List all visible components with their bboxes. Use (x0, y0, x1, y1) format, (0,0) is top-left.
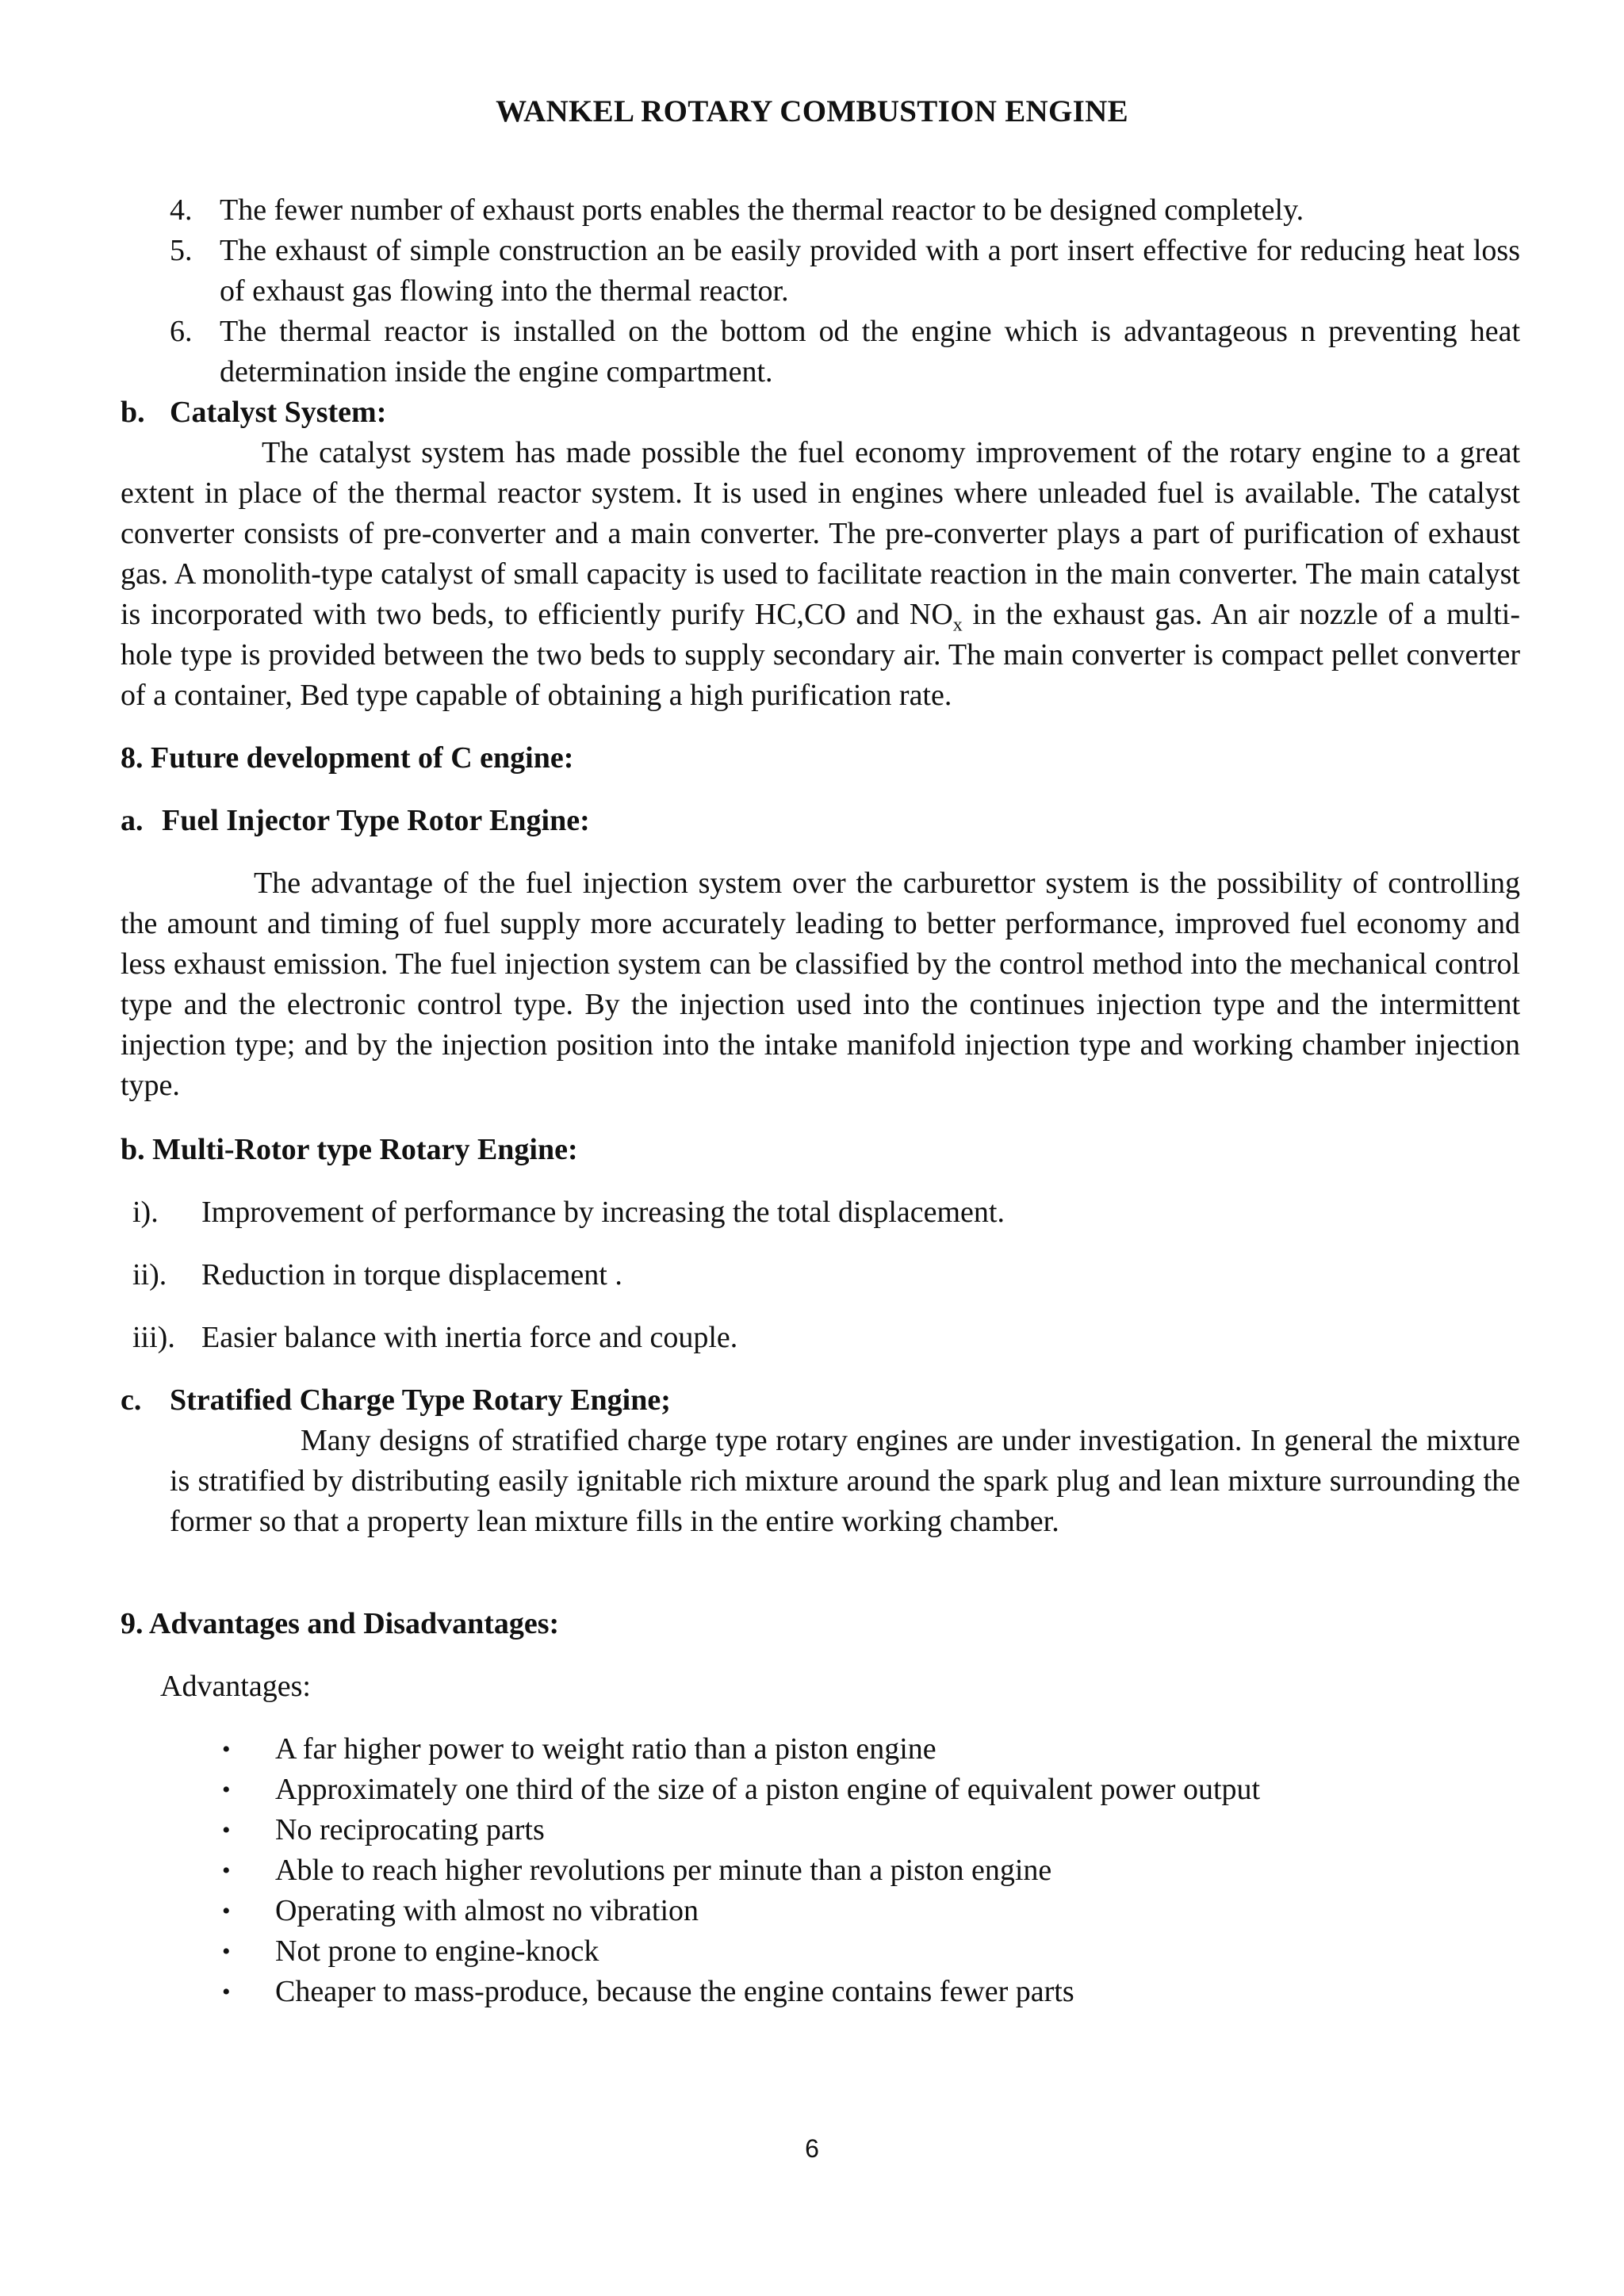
multi-rotor-list (121, 1192, 1520, 1358)
list-item-text: A far higher power to weight ratio than a piston engine (275, 1732, 936, 1766)
list-item-marker: i). (132, 1196, 159, 1229)
list-item-text: Operating with almost no vibration (275, 1894, 699, 1927)
list-item (121, 1891, 1520, 1931)
bullet-icon: • (222, 1736, 231, 1762)
catalyst-heading (121, 392, 1520, 433)
list-item-text: The thermal reactor is installed on the bottom od the engine which is advantageous n preventing heat determination inside the engine compartment. (220, 315, 1520, 388)
advantages-label: Advantages: (160, 1670, 311, 1703)
list-item (121, 1931, 1520, 1972)
catalyst-subscript: x (952, 614, 963, 636)
stratified-heading-label: c. (121, 1383, 142, 1417)
bullet-icon: • (222, 1898, 231, 1924)
list-item (121, 1770, 1520, 1810)
list-item-text: No reciprocating parts (275, 1813, 545, 1846)
fuel-injector-paragraph: The advantage of the fuel injection system over the carburettor system is the possibility of controlling the amount and timing of fuel supply more accurately leading to better performance, improved fuel economy and less exhaust emission. The fuel injection system can be classified by the control method into the mechanical control type and the electronic control type. By the injection used into the continues injection type and the intermittent injection type; and by the injection position into the intake manifold injection type and working chamber injection type. (121, 867, 1520, 1102)
fuel-injector-heading-text: Fuel Injector Type Rotor Engine: (162, 804, 590, 837)
catalyst-heading-text: Catalyst System: (170, 396, 387, 429)
list-item-text: Not prone to engine-knock (275, 1934, 599, 1968)
stratified-heading-text: Stratified Charge Type Rotary Engine; (170, 1383, 671, 1417)
list-item-marker: 5. (170, 234, 193, 267)
section-9-heading: 9. Advantages and Disadvantages: (121, 1607, 560, 1640)
list-item-text: Improvement of performance by increasing the total displacement. (201, 1196, 1005, 1229)
list-item (121, 1318, 1520, 1358)
list-item (121, 190, 1520, 231)
bullet-icon: • (222, 1979, 231, 2005)
bullet-icon: • (222, 1817, 231, 1843)
catalyst-paragraph (121, 433, 1520, 716)
page-header-title: WANKEL ROTARY COMBUSTION ENGINE (496, 94, 1128, 128)
catalyst-body-part2: in the exhaust gas. An air nozzle of a multi-hole type is provided between the two beds to supply secondary air. The main converter is compact pellet converter of a container, Bed type capable of obtaining a high purification rate. (121, 598, 1520, 712)
catalyst-heading-label: b. (121, 396, 145, 429)
list-item-text: The exhaust of simple construction an be easily provided with a port insert effective for reducing heat loss of exhaust gas flowing into the thermal reactor. (220, 234, 1520, 308)
bullet-icon: • (222, 1858, 231, 1884)
fuel-injector-heading (121, 801, 1520, 841)
multi-rotor-heading: b. Multi-Rotor type Rotary Engine: (121, 1133, 578, 1166)
bullet-icon: • (222, 1938, 231, 1965)
list-item-text: Reduction in torque displacement . (201, 1258, 622, 1292)
list-item (121, 1850, 1520, 1891)
list-item (121, 312, 1520, 392)
list-item-text: Approximately one third of the size of a piston engine of equivalent power output (275, 1773, 1261, 1806)
list-item-marker: 6. (170, 315, 193, 348)
list-item-marker: iii). (132, 1321, 175, 1354)
stratified-paragraph: Many designs of stratified charge type rotary engines are under investigation. In general the mixture is stratified by distributing easily ignitable rich mixture around the spark plug and lean mixture surrounding the former so that a property lean mixture fills in the entire working chamber. (170, 1424, 1520, 1538)
list-item (121, 231, 1520, 312)
list-item (121, 1729, 1520, 1770)
fuel-injector-heading-label: a. (121, 804, 144, 837)
list-item (121, 1972, 1520, 2012)
bullet-icon: • (222, 1777, 231, 1803)
page-number: 6 (805, 2134, 819, 2163)
list-item-text: Easier balance with inertia force and couple. (201, 1321, 738, 1354)
list-item-marker: 4. (170, 193, 193, 227)
list-item-text: The fewer number of exhaust ports enables the thermal reactor to be designed completely. (220, 193, 1304, 227)
list-item-marker: ii). (132, 1258, 167, 1292)
section-8-heading: 8. Future development of C engine: (121, 741, 574, 775)
list-item (121, 1810, 1520, 1850)
catalyst-body-part1: The catalyst system has made possible the fuel economy improvement of the rotary engine to a great extent in place of the thermal reactor system. It is used in engines where unleaded fuel is available. The catalyst converter consists of pre-converter and a main converter. The pre-converter plays a part of purification of exhaust gas. A monolith-type catalyst of small capacity is used to facilitate reaction in the main converter. The main catalyst is incorporated with two beds, to efficiently purify HC,CO and NO (121, 436, 1520, 631)
advantages-list (121, 1729, 1520, 2012)
thermal-reactor-list (121, 190, 1520, 392)
list-item-text: Cheaper to mass-produce, because the engine contains fewer parts (275, 1975, 1074, 2008)
list-item (121, 1192, 1520, 1233)
list-item-text: Able to reach higher revolutions per minute than a piston engine (275, 1854, 1052, 1887)
list-item (121, 1255, 1520, 1295)
stratified-heading (121, 1380, 1520, 1421)
page-content (121, 190, 1520, 2012)
